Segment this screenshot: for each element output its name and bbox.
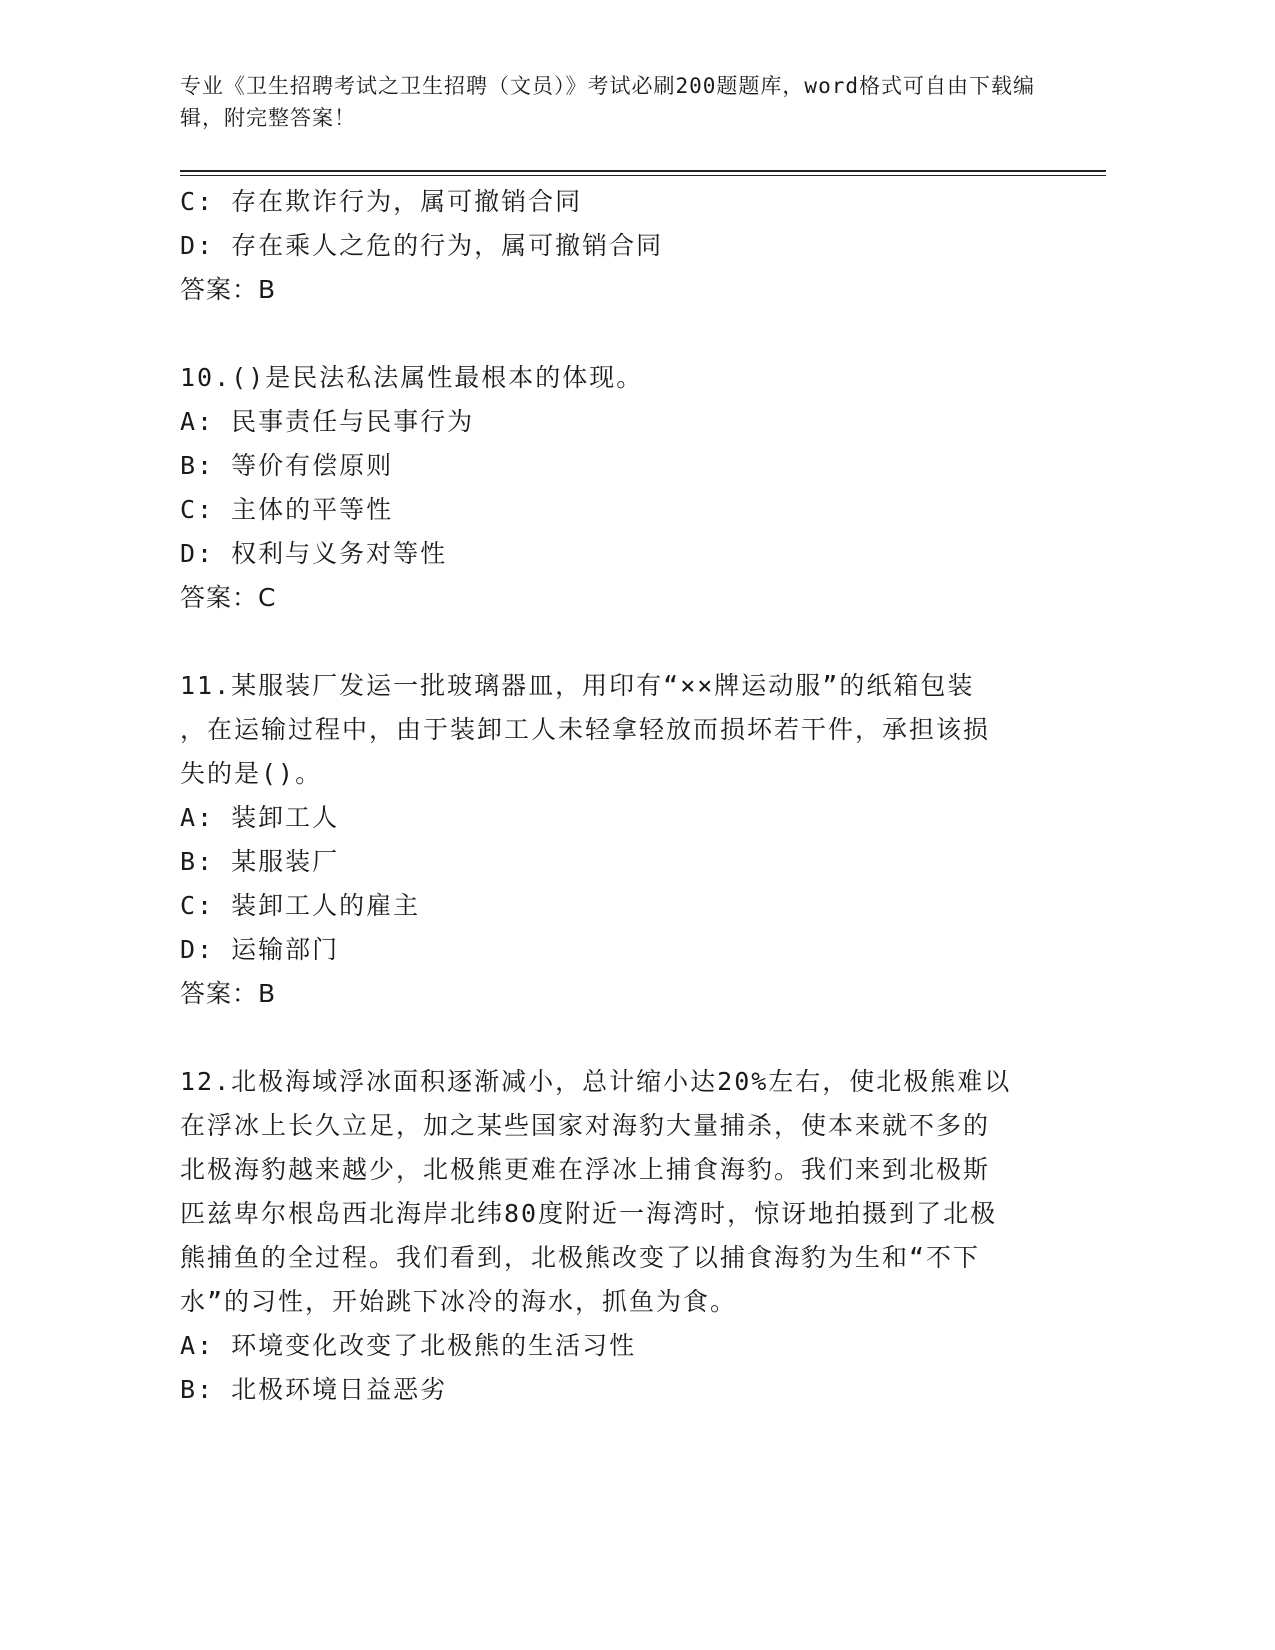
question-11	[180, 664, 1040, 1016]
option-c: C: 主体的平等性	[180, 495, 394, 524]
question-10	[180, 356, 1040, 620]
question-stem: 10.()是民法私法属性最根本的体现。	[180, 363, 644, 392]
document-body	[180, 180, 1040, 1412]
option-c: C: 装卸工人的雇主	[180, 891, 421, 920]
option-d: D: 运输部门	[180, 935, 340, 964]
header-rule-thick	[180, 170, 1106, 172]
question-12	[180, 1060, 1040, 1412]
option-b: B: 等价有偿原则	[180, 451, 394, 480]
option-d: D: 存在乘人之危的行为，属可撤销合同	[180, 231, 664, 260]
prev-question-tail	[180, 180, 1040, 312]
option-b: B: 北极环境日益恶劣	[180, 1375, 448, 1404]
question-stem-line: 在浮冰上长久立足，加之某些国家对海豹大量捕杀，使本来就不多的	[180, 1111, 991, 1140]
option-a: A: 环境变化改变了北极熊的生活习性	[180, 1331, 637, 1360]
question-stem-line: 失的是()。	[180, 759, 323, 788]
answer-line: 答案：C	[180, 583, 277, 612]
option-a: A: 装卸工人	[180, 803, 340, 832]
header-rule-thin	[180, 175, 1106, 176]
question-stem-line: 11.某服装厂发运一批玻璃器皿，用印有“××牌运动服”的纸箱包装	[180, 671, 975, 700]
answer-line: 答案：B	[180, 275, 277, 304]
question-stem-line: 12.北极海域浮冰面积逐渐减小，总计缩小达20%左右，使北极熊难以	[180, 1067, 1012, 1096]
option-d: D: 权利与义务对等性	[180, 539, 448, 568]
question-stem-line: 水”的习性，开始跳下冰冷的海水，抓鱼为食。	[180, 1287, 738, 1316]
option-a: A: 民事责任与民事行为	[180, 407, 475, 436]
document-header: 专业《卫生招聘考试之卫生招聘（文员）》考试必刷200题题库，word格式可自由下载编辑，附完整答案！	[180, 74, 1035, 130]
option-b: B: 某服装厂	[180, 847, 340, 876]
question-stem-line: 北极海豹越来越少，北极熊更难在浮冰上捕食海豹。我们来到北极斯	[180, 1155, 991, 1184]
question-stem-line: ，在运输过程中，由于装卸工人未轻拿轻放而损坏若干件，承担该损	[180, 715, 991, 744]
question-stem-line: 熊捕鱼的全过程。我们看到，北极熊改变了以捕食海豹为生和“不下	[180, 1243, 981, 1272]
answer-line: 答案：B	[180, 979, 277, 1008]
option-c: C: 存在欺诈行为，属可撤销合同	[180, 187, 583, 216]
question-stem-line: 匹兹卑尔根岛西北海岸北纬80度附近一海湾时，惊讶地拍摄到了北极	[180, 1199, 998, 1228]
